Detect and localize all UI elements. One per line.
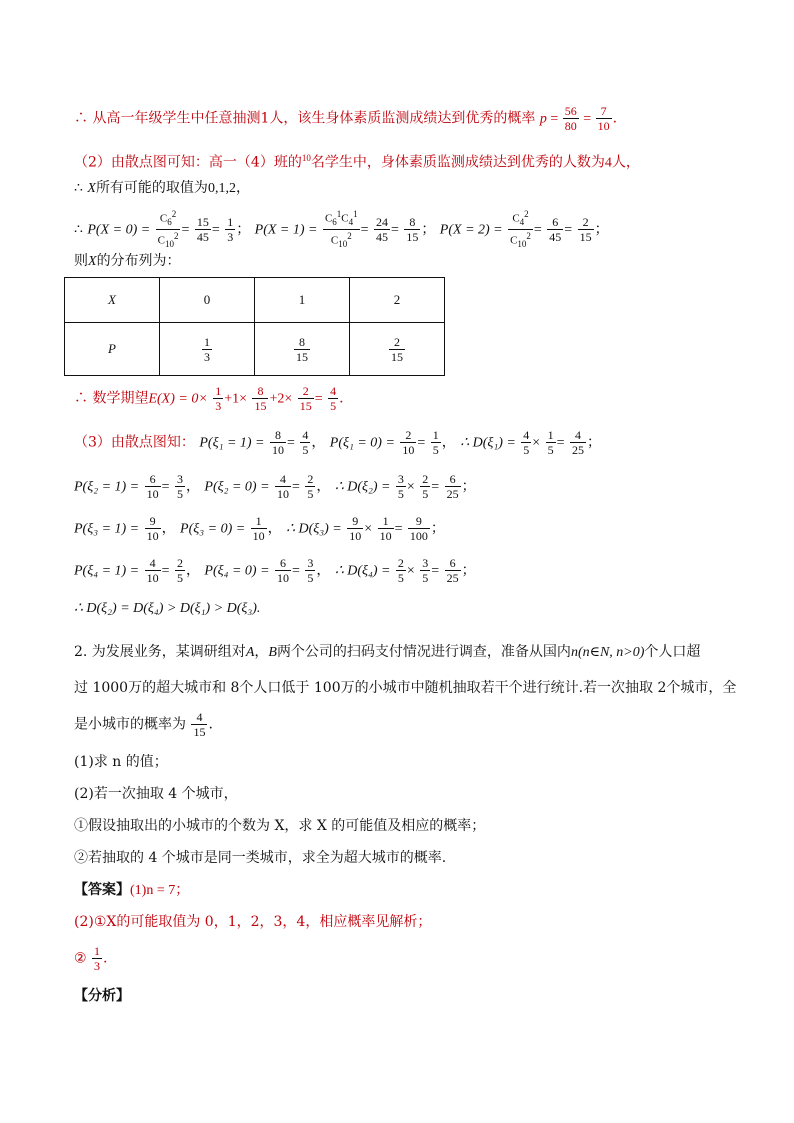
table-cell: $\frac{1}{3}$ xyxy=(160,323,255,376)
part2-intro-line: （2）由散点图可知：高一（4）班的$^{10}$名学生中，身体素质监测成绩达到优秀的人数为4人， xyxy=(74,153,640,171)
question-2-part-2-2: ②若抽取的 4 个城市是同一类城市，求全为超大城市的概率. xyxy=(74,850,447,866)
variance-comparison: ∴ D(ξ₂) = D(ξ₄) > D(ξ₁) > D(ξ₃). xyxy=(74,601,261,616)
comb-fraction-1: $\frac{C_6^1C_4^1}{C_{10}^2}$ xyxy=(324,209,358,249)
analysis-line xyxy=(74,986,130,1006)
answer-tag: 【答案】 xyxy=(74,882,130,898)
table-cell: 0 xyxy=(160,278,255,323)
question-2-part-2: (2)若一次抽取 4 个城市， xyxy=(74,786,238,802)
text: ∴ 从高一年级学生中任意抽测1人，该生身体素质监测成绩达到优秀的概率 xyxy=(74,110,536,127)
table-cell: 2 xyxy=(350,278,445,323)
table-cell: $\frac{2}{15}$ xyxy=(350,323,445,376)
question-2-part-2-1: ①假设抽取出的小城市的个数为 X，求 X 的可能值及相应的概率； xyxy=(74,818,486,834)
table-cell: $\frac{8}{15}$ xyxy=(255,323,350,376)
var-p: p xyxy=(539,111,547,127)
answer-line-3: ② $\frac{1}{3}$ . xyxy=(74,944,108,973)
answer-line-2: (2)①X的可能取值为 0，1，2，3，4，相应概率见解析； xyxy=(74,914,432,930)
table-cell: P xyxy=(65,323,160,376)
question-2-line-1: 2. 为发展业务，某调研组对A，B两个公司的扫码支付情况进行调查，准备从国内n(n∈N, n>0)个人口超 xyxy=(74,644,701,660)
fraction-24-45: $\frac{24}{45}$ xyxy=(375,214,388,244)
analysis-tag: 【分析】 xyxy=(74,988,130,1004)
distribution-intro: 则X的分布列为： xyxy=(74,253,181,269)
answer-line-1: 【答案】(1)n = 7； xyxy=(74,882,190,898)
fraction-6-45: $\frac{6}{45}$ xyxy=(549,214,562,244)
fraction-15-45: $\frac{15}{45}$ xyxy=(196,214,209,244)
table-cell: 1 xyxy=(255,278,350,323)
fraction-56-80: $\frac{56}{80}$ xyxy=(564,104,577,133)
fraction-7-10: $\frac{7}{10}$ xyxy=(597,104,610,133)
conclusion-line-1: ∴ 从高一年级学生中任意抽测1人，该生身体素质监测成绩达到优秀的概率 p = $\frac{56}{80}$ = $\frac{7}{10}$ . xyxy=(74,104,618,133)
table-cell: X xyxy=(65,278,160,323)
x-values-line: ∴ X所有可能的取值为0,1,2， xyxy=(74,180,250,196)
table-row xyxy=(65,323,445,376)
fraction-2-15: $\frac{2}{15}$ xyxy=(579,214,592,244)
question-2-part-1: (1)求 n 的值； xyxy=(74,754,168,770)
probability-line: ∴ P(X = 0) = $\frac{C_6^2}{C_{10}^2}$ = $\frac{15}{45}$ = $\frac{1}{3}$ ； P(X = 1) = $\frac{C_6^1C_4^1}{C_{10}^2}$ = $\frac{24}{45}$ = $\frac{8}{15}$ ； P(X = 2) = $\frac{C_4^2}{C_{10}^2}$ = $\frac{6}{45}$ = $\frac{2}{15}$ ； xyxy=(74,209,609,249)
question-2-line-3: 是小城市的概率为 $\frac{4}{15}$ . xyxy=(74,710,213,739)
variance-line-2: P(ξ₂ = 1) = $\frac{6}{10}$ = $\frac{3}{5}$ ， P(ξ₂ = 0) = $\frac{4}{10}$ = $\frac{2}{5}$ ， ∴ D(ξ₂) = $\frac{3}{5}$ × $\frac{2}{5}$ = $\frac{6}{25}$ ； xyxy=(74,472,476,501)
distribution-table xyxy=(64,277,445,376)
variance-line-4: P(ξ₄ = 1) = $\frac{4}{10}$ = $\frac{2}{5}$ ， P(ξ₄ = 0) = $\frac{6}{10}$ = $\frac{3}{5}$ ， ∴ D(ξ₄) = $\frac{2}{5}$ × $\frac{3}{5}$ = $\frac{6}{25}$ ； xyxy=(74,556,476,585)
comb-fraction-0: $\frac{C_6^2}{C_{10}^2}$ xyxy=(157,209,179,249)
variance-line-1: （3）由散点图知： P(ξ₁ = 1) = $\frac{8}{10}$ = $\frac{4}{5}$ ， P(ξ₁ = 0) = $\frac{2}{10}$ = $\frac{1}{5}$ ， ∴ D(ξ₁) = $\frac{4}{5}$ × $\frac{1}{5}$ = $\frac{4}{25}$ ； xyxy=(74,428,602,457)
fraction-1-3: $\frac{1}{3}$ xyxy=(227,214,234,244)
fraction-8-15: $\frac{8}{15}$ xyxy=(406,214,419,244)
table-row xyxy=(65,278,445,323)
comb-fraction-2: $\frac{C_4^2}{C_{10}^2}$ xyxy=(510,209,531,249)
expectation-line: ∴ 数学期望E(X) = 0× $\frac{1}{3}$ +1× $\frac{8}{15}$ +2× $\frac{2}{15}$ = $\frac{4}{5}$ . xyxy=(74,384,344,413)
question-2-line-2: 过 1000万的超大城市和 8个人口低于 100万的小城市中随机抽取若干个进行统计.若一次抽取 2个城市，全 xyxy=(74,680,737,696)
variance-line-3: P(ξ₃ = 1) = $\frac{9}{10}$ ， P(ξ₃ = 0) = $\frac{1}{10}$ ， ∴ D(ξ₃) = $\frac{9}{10}$ × $\frac{1}{10}$ = $\frac{9}{100}$ ； xyxy=(74,514,445,543)
